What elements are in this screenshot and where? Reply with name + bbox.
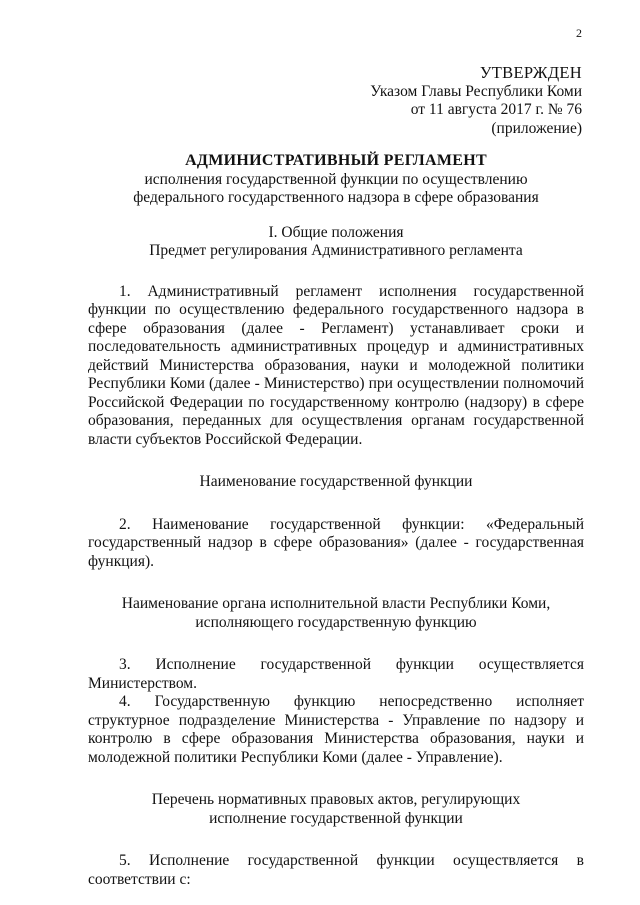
document-subtitle-line1: исполнения государственной функции по осуществлению bbox=[144, 170, 528, 188]
paragraph-2: 2. Наименование государственной функции: «Федеральный государственный надзор в сфере образования» (далее - государственная функция). bbox=[88, 515, 584, 570]
approval-appendix-line: (приложение) bbox=[491, 119, 582, 137]
section-heading-general: I. Общие положения bbox=[268, 223, 404, 241]
heading-authority-line1: Наименование органа исполнительной власти Республики Коми, bbox=[121, 595, 551, 612]
heading-legal-acts-line1: Перечень нормативных правовых актов, регулирующих bbox=[151, 791, 521, 808]
approval-approved-label: УТВЕРЖДЕН bbox=[479, 63, 582, 82]
document-title: АДМИНИСТРАТИВНЫЙ РЕГЛАМЕНТ bbox=[185, 152, 487, 169]
document-body bbox=[88, 152, 584, 889]
heading-legal-acts-line2: исполнение государственной функции bbox=[209, 809, 463, 827]
section-subheading-subject: Предмет регулирования Административного регламента bbox=[149, 242, 523, 259]
approval-date-line: от 11 августа 2017 г. № 76 bbox=[410, 101, 582, 118]
heading-authority-line2: исполняющего государственную функцию bbox=[195, 613, 477, 631]
page-number: 2 bbox=[576, 26, 582, 40]
paragraph-3: 3. Исполнение государственной функции осуществляется Министерством. bbox=[88, 656, 584, 692]
heading-function-name: Наименование государственной функции bbox=[199, 473, 473, 490]
approval-decree-line: Указом Главы Республики Коми bbox=[370, 82, 582, 100]
paragraph-4: 4. Государственную функцию непосредственно исполняет структурное подразделение Министерства - Управление по надзору и контролю в сфере образования Министерства образования, науки и молодежной политики Республики Коми (далее - Управление). bbox=[88, 693, 584, 766]
paragraph-5: 5. Исполнение государственной функции осуществляется в соответствии с: bbox=[88, 852, 584, 888]
paragraph-1: 1. Административный регламент исполнения государственной функции по осуществлению федерального государственного надзора в сфере образования (далее - Регламент) устанавливает сроки и последовательность административных процедур и административных действий Министерства образования, науки и молодежной политики Республики Коми (далее - Министерство) при осуществлении полномочий Российской Федерации по государственному контролю (надзору) в сфере образования, переданных для осуществления органам государственной власти субъектов Российской Федерации. bbox=[88, 282, 584, 448]
document-subtitle-line2: федерального государственного надзора в сфере образования bbox=[133, 189, 539, 206]
approval-stamp bbox=[370, 64, 582, 138]
